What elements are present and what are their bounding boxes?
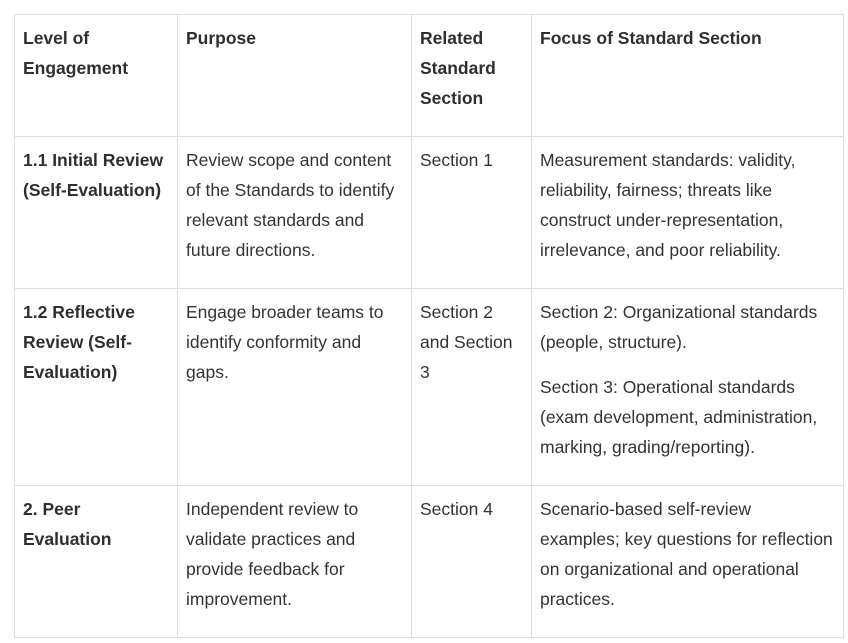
focus-paragraph: Measurement standards: validity, reliability, fairness; threats like construct under-representation, irrelevance, and poor reliability. bbox=[540, 150, 796, 260]
focus-paragraph: Section 3: Operational standards (exam development, administration, marking, grading/reporting). bbox=[540, 377, 818, 457]
table-body bbox=[15, 137, 844, 638]
section-cell: Section 2 and Section 3 bbox=[412, 289, 532, 486]
purpose-cell: Review scope and content of the Standards to identify relevant standards and future directions. bbox=[178, 137, 412, 289]
header-level-of-engagement: Level of Engagement bbox=[15, 15, 178, 137]
focus-cell bbox=[532, 289, 844, 486]
level-cell: 1.2 Reflective Review (Self-Evaluation) bbox=[15, 289, 178, 486]
header-related-standard-section: Related Standard Section bbox=[412, 15, 532, 137]
purpose-cell: Independent review to validate practices and provide feedback for improvement. bbox=[178, 486, 412, 638]
focus-cell bbox=[532, 486, 844, 638]
table-row bbox=[15, 289, 844, 486]
table-row bbox=[15, 486, 844, 638]
focus-paragraph: Scenario-based self-review examples; key questions for reflection on organizational and operational practices. bbox=[540, 499, 833, 609]
focus-cell bbox=[532, 137, 844, 289]
level-cell: 1.1 Initial Review (Self-Evaluation) bbox=[15, 137, 178, 289]
focus-paragraph: Section 2: Organizational standards (people, structure). bbox=[540, 302, 818, 352]
header-row bbox=[15, 15, 844, 137]
table-row bbox=[15, 137, 844, 289]
table-header bbox=[15, 15, 844, 137]
engagement-table bbox=[14, 14, 844, 638]
level-cell: 2. Peer Evaluation bbox=[15, 486, 178, 638]
section-cell: Section 1 bbox=[412, 137, 532, 289]
section-cell: Section 4 bbox=[412, 486, 532, 638]
header-purpose: Purpose bbox=[178, 15, 412, 137]
header-focus-of-standard-section: Focus of Standard Section bbox=[532, 15, 844, 137]
purpose-cell: Engage broader teams to identify conformity and gaps. bbox=[178, 289, 412, 486]
